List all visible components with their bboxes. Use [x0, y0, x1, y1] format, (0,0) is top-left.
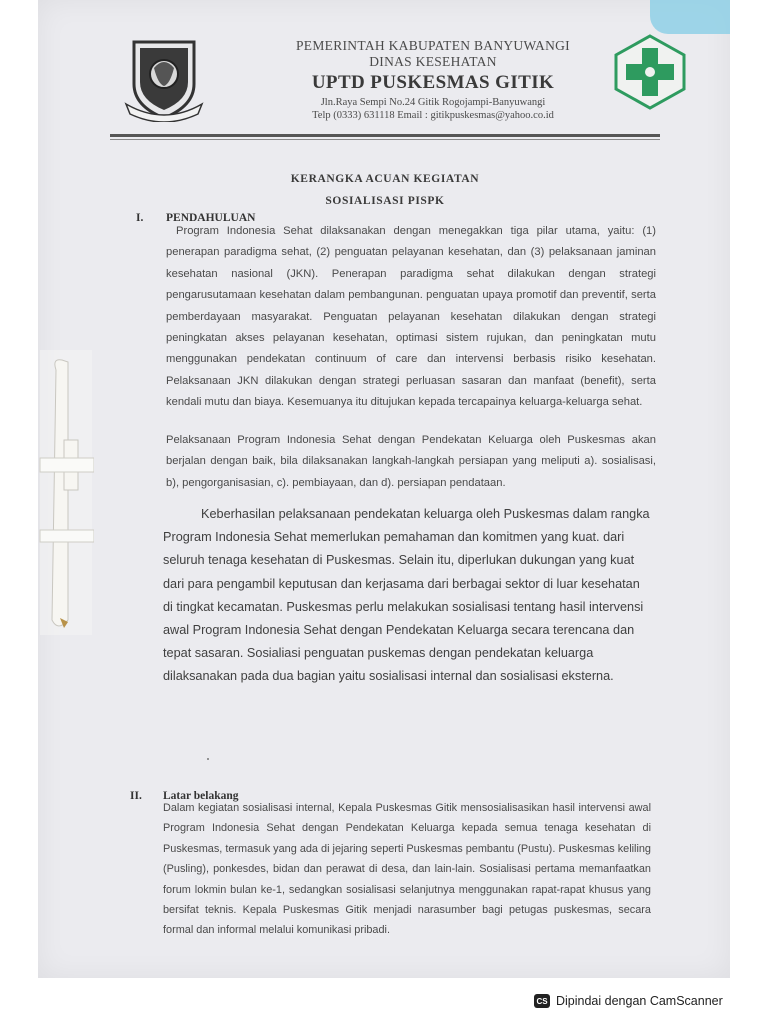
- document-title: KERANGKA ACUAN KEGIATAN: [290, 173, 480, 185]
- section-2-number: II.: [130, 790, 142, 802]
- letterhead-government: PEMERINTAH KABUPATEN BANYUWANGI: [296, 38, 570, 53]
- letterhead-address: Jln.Raya Sempi No.24 Gitik Rogojampi-Banyuwangi: [320, 97, 546, 108]
- letterhead-department: DINAS KESEHATAN: [369, 54, 497, 69]
- camscanner-icon: CS: [534, 994, 550, 1008]
- camscanner-text: Dipindai dengan CamScanner: [556, 994, 723, 1008]
- section-1-paragraph-3: Keberhasilan pelaksanaan pendekatan keluarga oleh Puskesmas dalam rangka Program Indonesia Sehat memerlukan pemahaman dan komitmen yang kuat. dari seluruh tenaga kesehatan di Puskesmas. Selain itu, diperlukan dukungan yang kuat dari para pengambil keputusan dan kerjasama dari berbagai sektor di luar kesehatan di tingkat kecamatan. Puskesmas perlu melakukan sosialisasi tentang hasil intervensi awal Program Indonesia Sehat dengan Pendekatan Keluarga secara terencana dan tepat sasaran. Sosialiasi penguatan puskemas dengan pendekatan keluarga dilaksanakan pada dua bagian yaitu sosialisasi internal dan sosialisasi eksterna.: [163, 507, 650, 684]
- section-1-paragraph-2: Pelaksanaan Program Indonesia Sehat dengan Pendekatan Keluarga oleh Puskesmas akan berjalan dengan baik, bila dilaksanakan langkah-langkah persiapan yang meliputi a). sosialisasi, b), pengorganisasian, c). pembiayaan, dan d). persiapan pendataan.: [166, 434, 656, 489]
- letterhead-rule-thin: [110, 139, 660, 140]
- section-1-number: I.: [136, 212, 144, 224]
- letterhead-contact: Telp (0333) 631118 Email : gitikpuskesmas@yahoo.co.id: [312, 110, 554, 121]
- folder-corner-tab: [650, 0, 730, 34]
- letterhead: [240, 38, 626, 122]
- scan-speck: [207, 758, 209, 760]
- binder-fastener: [38, 350, 94, 635]
- section-2-title: Latar belakang: [163, 790, 239, 802]
- section-1-title: PENDAHULUAN: [166, 212, 256, 224]
- letterhead-rule-thick: [110, 134, 660, 137]
- document-subtitle: SOSIALISASI PISPK: [325, 195, 445, 207]
- section-2-paragraph-1: Dalam kegiatan sosialisasi internal, Kepala Puskesmas Gitik mensosialisasikan hasil intervensi awal Program Indonesia Sehat dengan Pendekatan Keluarga kepada semua tenaga kesehatan di Puskesmas, termasuk yang ada di jejaring seperti Puskesmas pembantu (Pustu). Puskesmas keliling (Pusling), ponkesdes, bidan dan perawat di desa, dan lain-lain. Sosialisasi pertama memanfaatkan forum lokmin bulan ke-1, sedangkan sosialisasi selanjutnya menggunakan rapat-rapat khusus yang bersifat teknis. Kepala Puskesmas Gitik menjadi narasumber bagi petugas puskesmas, secara formal dan informal melalui komunikasi pribadi.: [163, 802, 651, 937]
- section-1-paragraph-1: Program Indonesia Sehat dilaksanakan dengan menegakkan tiga pilar utama, yaitu: (1) penerapan paradigma sehat, (2) penguatan pelayanan kesehatan, dan (3) pelaksanaan jaminan kesehatan nasional (JKN). Penerapan paradigma sehat dilakukan dengan strategi pengarusutamaan kesehatan dalam pembangunan. penguatan upaya promotif dan preventif, serta pemberdayaan masyarakat. Penguatan pelayanan kesehatan dilakukan dengan strategi peningkatan akses pelayanan kesehatan, optimasi sistem rujukan, dan peningkatan mutu menggunakan pendekatan continuum of care dan intervensi berbasis risiko kesehatan. Pelaksanaan JKN dilakukan dengan strategi perluasan sasaran dan manfaat (benefit), serta kendali mutu dan biaya. Kesemuanya itu ditujukan kepada tercapainya keluarga-keluarga sehat.: [166, 225, 656, 409]
- camscanner-watermark: [520, 988, 758, 1014]
- letterhead-institution: UPTD PUSKESMAS GITIK: [311, 72, 555, 93]
- banyuwangi-crest-logo: [124, 34, 204, 122]
